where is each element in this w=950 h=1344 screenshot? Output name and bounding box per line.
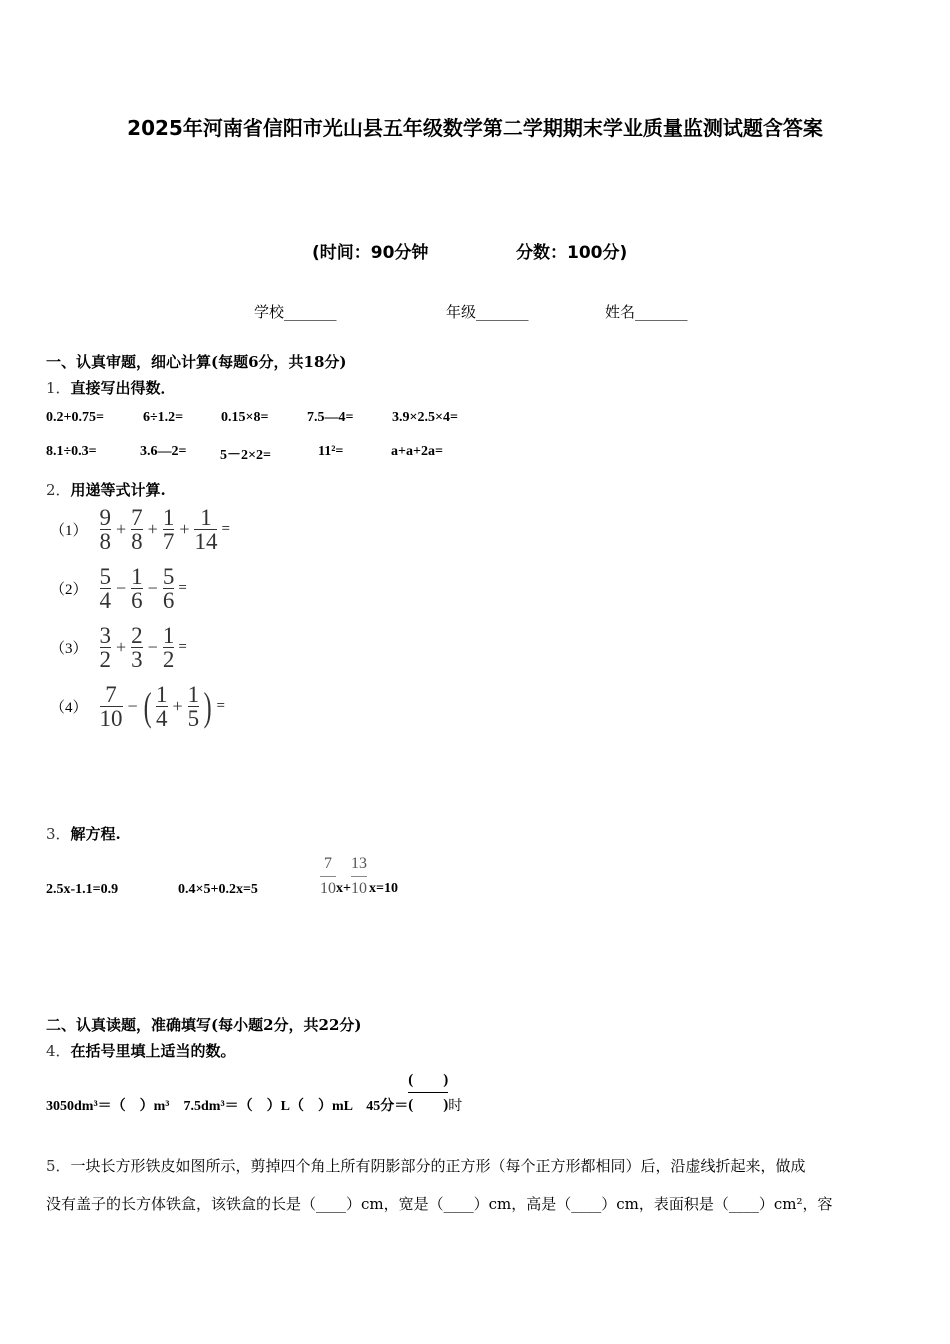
denominator: 10 <box>320 880 336 897</box>
calc-2-3: 5－2×2= <box>220 448 271 463</box>
calc-1-2: 6÷1.2= <box>143 410 184 425</box>
plus-sign: + <box>116 637 127 657</box>
minus-sign: − <box>116 578 127 598</box>
numerator: 7 <box>324 855 332 872</box>
equals-sign: = <box>178 639 187 655</box>
left-parenthesis: ( <box>143 683 152 729</box>
question-4-line <box>46 1069 462 1115</box>
fraction <box>194 507 217 552</box>
numerator: 1 <box>156 682 168 707</box>
expression-3-label: （3） <box>50 641 88 657</box>
numerator: 5 <box>99 564 112 589</box>
exam-time: (时间：90分钟 <box>312 243 429 263</box>
section-1-heading: 一、认真审题，细心计算(每题6分，共18分) <box>46 353 347 371</box>
numerator: 5 <box>162 564 175 589</box>
calc-2-4: 11²= <box>318 444 344 459</box>
calc-1-3: 0.15×8= <box>221 410 269 425</box>
denominator: 14 <box>194 529 218 554</box>
numerator: 1 <box>162 505 175 530</box>
numerator: 7 <box>131 505 143 530</box>
fraction <box>100 566 112 611</box>
question-2-text: 用递等式计算. <box>70 481 166 499</box>
expression-1 <box>50 507 230 552</box>
expression-2 <box>50 566 187 611</box>
plus-sign: + <box>172 696 183 716</box>
denominator: 8 <box>131 529 143 554</box>
fraction <box>100 625 112 670</box>
fraction <box>351 855 367 898</box>
denominator: 6 <box>162 588 175 613</box>
denominator: 6 <box>131 588 143 613</box>
question-5-number: 5． <box>46 1157 71 1175</box>
grade-field: 年级_______ <box>446 303 529 321</box>
equation-1: 2.5x-1.1=0.9 <box>46 882 119 897</box>
expression-2-label: （2） <box>50 582 88 598</box>
fraction <box>163 625 175 670</box>
numerator: 1 <box>131 564 143 589</box>
numerator: 1 <box>187 682 200 707</box>
fraction <box>131 507 143 552</box>
denominator: 8 <box>99 529 112 554</box>
exam-score: 分数：100分) <box>516 243 628 263</box>
fraction <box>163 507 175 552</box>
calc-2-2: 3.6—2= <box>140 444 187 459</box>
equals-sign: = <box>216 698 225 714</box>
question-5-line-2: 没有盖子的长方体铁盒，该铁盒的长是（____）cm，宽是（____）cm，高是（____）cm，表面积是（____）cm²，容 <box>46 1195 833 1213</box>
calc-2-5: a+a+2a= <box>391 444 443 459</box>
calc-1-4: 7.5—4= <box>307 410 354 425</box>
equation-3-end: x=10 <box>368 880 398 896</box>
minus-sign: − <box>127 696 138 716</box>
question-1-number: 1． <box>46 379 71 397</box>
question-4-text: 在括号里填上适当的数。 <box>70 1042 236 1060</box>
numerator: 3 <box>99 623 112 648</box>
question-1-text: 直接写出得数． <box>70 379 176 397</box>
fraction <box>100 507 112 552</box>
fraction <box>163 566 175 611</box>
denominator: 4 <box>156 706 168 731</box>
denominator-blank[interactable]: ( ) <box>408 1096 449 1113</box>
fraction <box>131 566 143 611</box>
plus-sign: + <box>116 519 127 539</box>
question-5-line-1 <box>46 1156 806 1176</box>
numerator: 2 <box>131 623 143 648</box>
question-4 <box>46 1040 236 1061</box>
fraction <box>100 684 123 729</box>
right-parenthesis: ) <box>203 683 212 729</box>
denominator: 10 <box>99 706 123 731</box>
numerator-blank[interactable]: ( ) <box>408 1071 449 1088</box>
fraction <box>188 684 200 729</box>
minus-sign: − <box>147 637 158 657</box>
denominator: 4 <box>99 588 112 613</box>
fraction <box>156 684 168 729</box>
school-field: 学校_______ <box>254 303 337 321</box>
plus-sign: + <box>179 519 190 539</box>
question-2 <box>46 479 166 500</box>
denominator: 3 <box>131 647 143 672</box>
question-1 <box>46 377 176 398</box>
unit-hour: 时 <box>448 1099 463 1114</box>
equals-sign: = <box>178 580 187 596</box>
fraction <box>320 855 336 898</box>
expression-3 <box>50 625 187 670</box>
question-3 <box>46 823 121 844</box>
blank-fraction <box>408 1071 448 1114</box>
question-2-number: 2． <box>46 481 71 499</box>
question-3-text: 解方程. <box>70 825 121 843</box>
question-4-number: 4． <box>46 1042 71 1060</box>
calc-1-1: 0.2+0.75= <box>46 410 104 425</box>
plus-sign: + <box>147 519 158 539</box>
calc-1-5: 3.9×2.5×4= <box>392 410 458 425</box>
expression-4 <box>50 684 225 729</box>
name-field: 姓名_______ <box>605 303 688 321</box>
equation-2: 0.4×5+0.2x=5 <box>178 882 258 897</box>
calc-2-1: 8.1÷0.3= <box>46 444 97 459</box>
unit-conversion: 3050dm³＝（ ）m³ 7.5dm³＝（ ）L（ ）mL 45分＝ <box>46 1099 409 1114</box>
equation-3-middle: x+ <box>336 880 351 896</box>
denominator: 2 <box>99 647 112 672</box>
page-title: 2025年河南省信阳市光山县五年级数学第二学期期末学业质量监测试题含答案 <box>127 116 823 140</box>
numerator: 7 <box>105 682 117 707</box>
expression-1-label: （1） <box>50 523 88 539</box>
section-2-heading: 二、认真读题，准确填写(每小题2分，共22分) <box>46 1016 362 1034</box>
numerator: 1 <box>162 623 175 648</box>
question-3-number: 3． <box>46 825 71 843</box>
equation-3 <box>320 855 398 898</box>
minus-sign: − <box>147 578 158 598</box>
question-5-text-1: 一块长方形铁皮如图所示，剪掉四个角上所有阴影部分的正方形（每个正方形都相同）后，沿虚线折起来，做成 <box>70 1157 806 1175</box>
numerator: 9 <box>99 505 112 530</box>
denominator: 5 <box>187 706 200 731</box>
denominator: 10 <box>350 880 367 897</box>
equals-sign: = <box>221 521 230 537</box>
expression-4-label: （4） <box>50 700 88 716</box>
denominator: 7 <box>162 529 175 554</box>
numerator: 13 <box>350 855 367 872</box>
fraction <box>131 625 143 670</box>
numerator: 1 <box>200 505 212 530</box>
denominator: 2 <box>162 647 175 672</box>
